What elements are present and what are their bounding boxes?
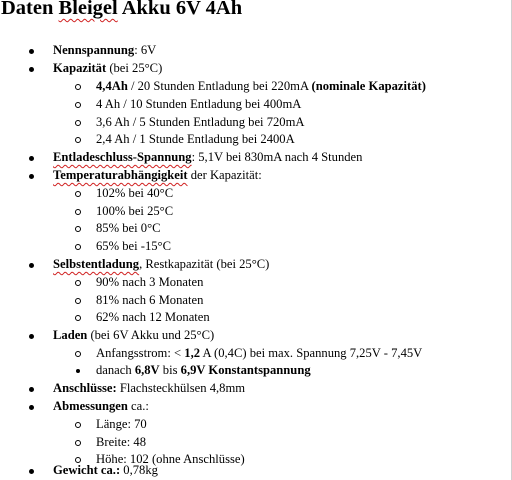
sub-item-temperatur-3 — [96, 220, 161, 237]
laden-sub1-bold: 1,2 — [184, 346, 201, 360]
kapazitaet-label: Kapazität — [53, 61, 107, 75]
list-item-abmessungen — [53, 398, 149, 415]
temperatur-label: Temperaturabhängigkeit — [53, 168, 188, 182]
entladeschluss-value: : 5,1V bei 830mA nach 4 Stunden — [191, 150, 363, 164]
list-item-selbstentladung — [53, 256, 269, 273]
selbstentladung-sub2-text: 81% nach 6 Monaten — [96, 293, 204, 307]
circle-bullet-icon — [75, 298, 81, 304]
circle-bullet-icon — [75, 280, 81, 286]
title-part-bleigel: Bleigel — [58, 0, 118, 19]
sub-item-temperatur-2 — [96, 203, 173, 220]
selbstentladung-label: Selbstentladung — [53, 257, 140, 271]
circle-bullet-icon — [75, 351, 81, 357]
circle-bullet-icon — [75, 84, 81, 90]
bullet-icon — [29, 174, 34, 179]
kapazitaet-sub1-nominal: (nominale Kapazität) — [311, 79, 426, 93]
sub-item-temperatur-1 — [96, 185, 173, 202]
bullet-icon — [29, 67, 34, 72]
temperatur-sub2-text: 100% bei 25°C — [96, 204, 174, 218]
sub-item-selbstentladung-3 — [96, 309, 210, 326]
page-title — [1, 0, 242, 20]
circle-bullet-icon — [75, 226, 81, 232]
gewicht-label: Gewicht ca.: — [53, 463, 121, 477]
laden-sub2-bold1: 6,8V — [134, 363, 160, 377]
bullet-icon — [29, 387, 34, 392]
sub-item-kapazitaet-1 — [96, 78, 426, 95]
sub-item-laden-1 — [96, 345, 422, 362]
kapazitaet-suffix: (bei 25°C) — [106, 61, 163, 75]
circle-bullet-icon — [75, 120, 81, 126]
bullet-icon — [29, 49, 34, 54]
selbstentladung-sub1-text: 90% nach 3 Monaten — [96, 275, 204, 289]
gewicht-value: 0,78kg — [120, 463, 158, 477]
kapazitaet-sub3-text: 3,6 Ah / 5 Stunden Entladung bei 720mA — [96, 115, 305, 129]
sub-item-kapazitaet-3 — [96, 114, 305, 131]
bullet-icon — [29, 263, 34, 268]
bullet-icon — [29, 334, 34, 339]
sub-item-laden-2 — [96, 362, 311, 379]
laden-sub1-text2: A (0,4C) bei max. Spannung 7,25V - 7,45V — [200, 346, 423, 360]
kapazitaet-sub4-text: 2,4 Ah / 1 Stunde Entladung bei 2400A — [96, 132, 295, 146]
title-part-daten: Daten — [1, 0, 59, 19]
temperatur-suffix: der Kapazität: — [187, 168, 262, 182]
sub-item-abmessungen-1 — [96, 416, 147, 433]
temperatur-sub4-text: 65% bei -15°C — [96, 239, 171, 253]
laden-sub2-text2: bis — [159, 363, 181, 377]
entladeschluss-label: Entladeschluss-Spannung — [53, 150, 192, 164]
list-item-kapazitaet — [53, 60, 162, 77]
nennspannung-value: : 6V — [134, 43, 157, 57]
kapazitaet-sub2-text: 4 Ah / 10 Stunden Entladung bei 400mA — [96, 97, 302, 111]
circle-bullet-icon — [75, 422, 81, 428]
list-item-anschluesse — [53, 380, 245, 397]
laden-sub2-text1: danach — [96, 363, 135, 377]
sub-item-kapazitaet-4 — [96, 131, 295, 148]
list-item-entladeschluss — [53, 149, 362, 166]
circle-bullet-icon — [75, 137, 81, 143]
laden-suffix: (bei 6V Akku und 25°C) — [87, 328, 215, 342]
temperatur-sub3-text: 85% bei 0°C — [96, 221, 161, 235]
title-part-akku: Akku 6V 4Ah — [117, 0, 243, 19]
list-item-temperatur — [53, 167, 262, 184]
bullet-icon — [29, 405, 34, 410]
abmessungen-label: Abmessungen — [53, 399, 128, 413]
list-item-nennspannung — [53, 42, 156, 59]
selbstentladung-suffix: , Restkapazität (bei 25°C) — [139, 257, 270, 271]
circle-bullet-icon — [75, 102, 81, 108]
abmessungen-sub2-text: Breite: 48 — [96, 435, 147, 449]
anschluesse-value: Flachsteckhülsen 4,8mm — [116, 381, 246, 395]
sub-item-kapazitaet-2 — [96, 96, 301, 113]
circle-bullet-icon — [75, 209, 81, 215]
sub-item-selbstentladung-1 — [96, 274, 203, 291]
list-item-gewicht — [53, 462, 158, 479]
circle-bullet-icon — [75, 244, 81, 250]
bullet-icon — [29, 156, 34, 161]
nennspannung-label: Nennspannung — [53, 43, 135, 57]
sub-item-abmessungen-2 — [96, 434, 146, 451]
abmessungen-sub1-text: Länge: 70 — [96, 417, 147, 431]
sub-item-temperatur-4 — [96, 238, 171, 255]
temperatur-sub1-text: 102% bei 40°C — [96, 186, 174, 200]
laden-label: Laden — [53, 328, 88, 342]
kapazitaet-sub1-bold: 4,4Ah — [96, 79, 128, 93]
laden-sub1-text1: Anfangsstrom: < — [96, 346, 185, 360]
bullet-icon — [29, 469, 34, 474]
selbstentladung-sub3-text: 62% nach 12 Monaten — [96, 310, 210, 324]
anschluesse-label: Anschlüsse: — [53, 381, 117, 395]
circle-bullet-icon — [75, 440, 81, 446]
abmessungen-sub3-text: Höhe: 102 (ohne Anschlüsse) — [96, 452, 245, 466]
kapazitaet-sub1-text: / 20 Stunden Entladung bei 220mA — [127, 79, 312, 93]
laden-sub2-bold2: 6,9V Konstantspannung — [180, 363, 311, 377]
circle-bullet-icon — [75, 315, 81, 321]
sub-item-selbstentladung-2 — [96, 292, 203, 309]
circle-bullet-icon — [75, 191, 81, 197]
bullet-icon — [76, 369, 80, 373]
abmessungen-suffix: ca.: — [127, 399, 149, 413]
list-item-laden — [53, 327, 214, 344]
